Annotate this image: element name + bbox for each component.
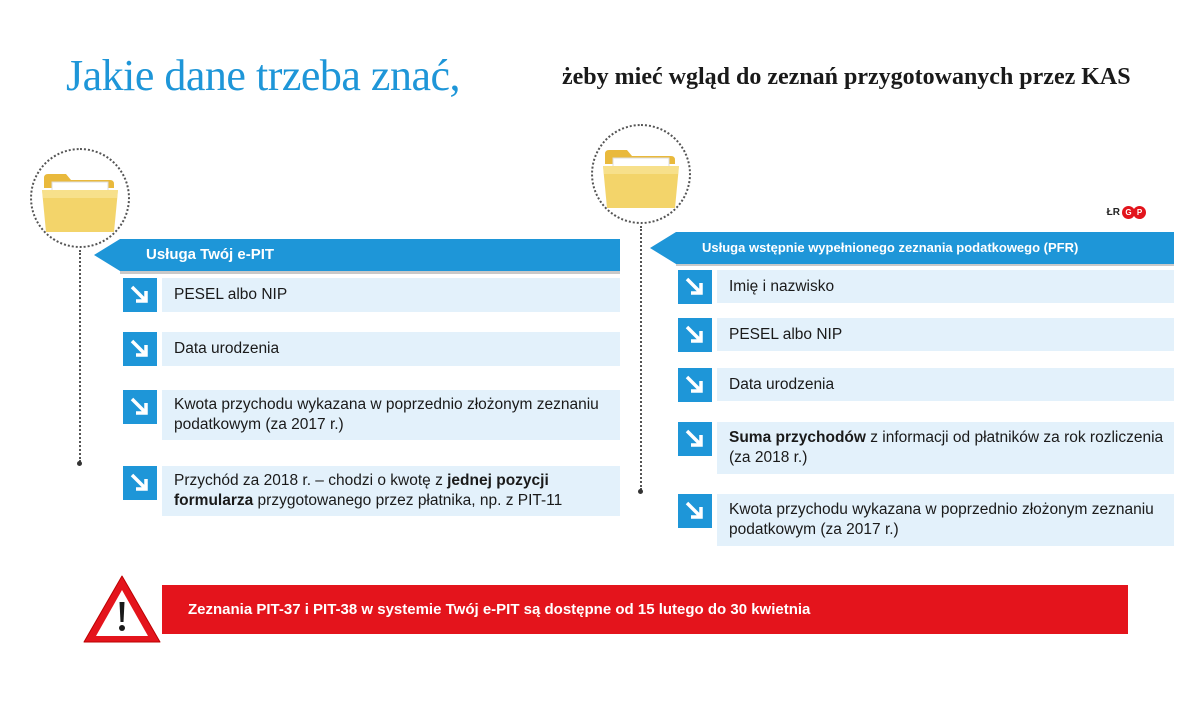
item-text: Imię i nazwisko: [729, 277, 835, 295]
gp-logo-icon: G P: [1124, 206, 1146, 219]
left-folder-circle: [30, 148, 130, 248]
left-timeline: [79, 250, 81, 462]
arrow-icon: [123, 332, 157, 366]
left-item-1: [162, 278, 620, 312]
item-text: Przychód za 2018 r. – chodzi o kwotę z jednej pozycji formularza przygotowanego przez płatnika, np. z PIT-11: [174, 472, 563, 509]
arrow-icon: [678, 318, 712, 352]
right-item-1: [717, 270, 1174, 303]
right-item-4: [717, 422, 1174, 474]
warning-icon: [80, 572, 164, 646]
arrow-icon: [123, 466, 157, 500]
item-text: PESEL albo NIP: [729, 325, 843, 343]
folder-icon: [30, 148, 130, 248]
item-text: Data urodzenia: [174, 340, 280, 357]
page-title: Jakie dane trzeba znać,: [66, 51, 461, 100]
left-item-4: [162, 466, 620, 516]
left-panel-header: Usługa Twój e-PIT: [120, 239, 620, 271]
right-item-5: [717, 494, 1174, 546]
item-text: Kwota przychodu wykazana w poprzednio złożonym zeznaniu podatkowym (za 2017 r.): [729, 501, 1154, 538]
right-panel-header: Usługa wstępnie wypełnionego zeznania podatkowego (PFR): [676, 232, 1174, 264]
arrow-icon: [678, 422, 712, 456]
item-text: Kwota przychodu wykazana w poprzednio złożonym zeznaniu podatkowym (za 2017 r.): [174, 396, 599, 433]
folder-icon: [591, 124, 691, 224]
right-item-2: [717, 318, 1174, 351]
right-item-3: [717, 368, 1174, 401]
left-item-3: [162, 390, 620, 440]
source-badge: [1107, 206, 1146, 219]
page-subtitle: żeby mieć wgląd do zeznań przygotowanych przez KAS: [562, 64, 1131, 90]
arrow-icon: [678, 494, 712, 528]
arrow-icon: [678, 270, 712, 304]
badge-text: ŁR: [1106, 207, 1120, 218]
item-text: Suma przychodów z informacji od płatników za rok rozliczenia (za 2018 r.): [729, 429, 1164, 466]
item-text: Data urodzenia: [729, 375, 835, 393]
item-text: PESEL albo NIP: [174, 286, 288, 303]
arrow-icon: [678, 368, 712, 402]
warning-banner: Zeznania PIT-37 i PIT-38 w systemie Twój e-PIT są dostępne od 15 lutego do 30 kwietnia: [162, 585, 1128, 634]
left-timeline-end: [77, 461, 82, 466]
left-item-2: [162, 332, 620, 366]
arrow-icon: [123, 278, 157, 312]
right-timeline: [640, 226, 642, 490]
right-timeline-end: [638, 489, 643, 494]
right-folder-circle: [591, 124, 691, 224]
arrow-icon: [123, 390, 157, 424]
